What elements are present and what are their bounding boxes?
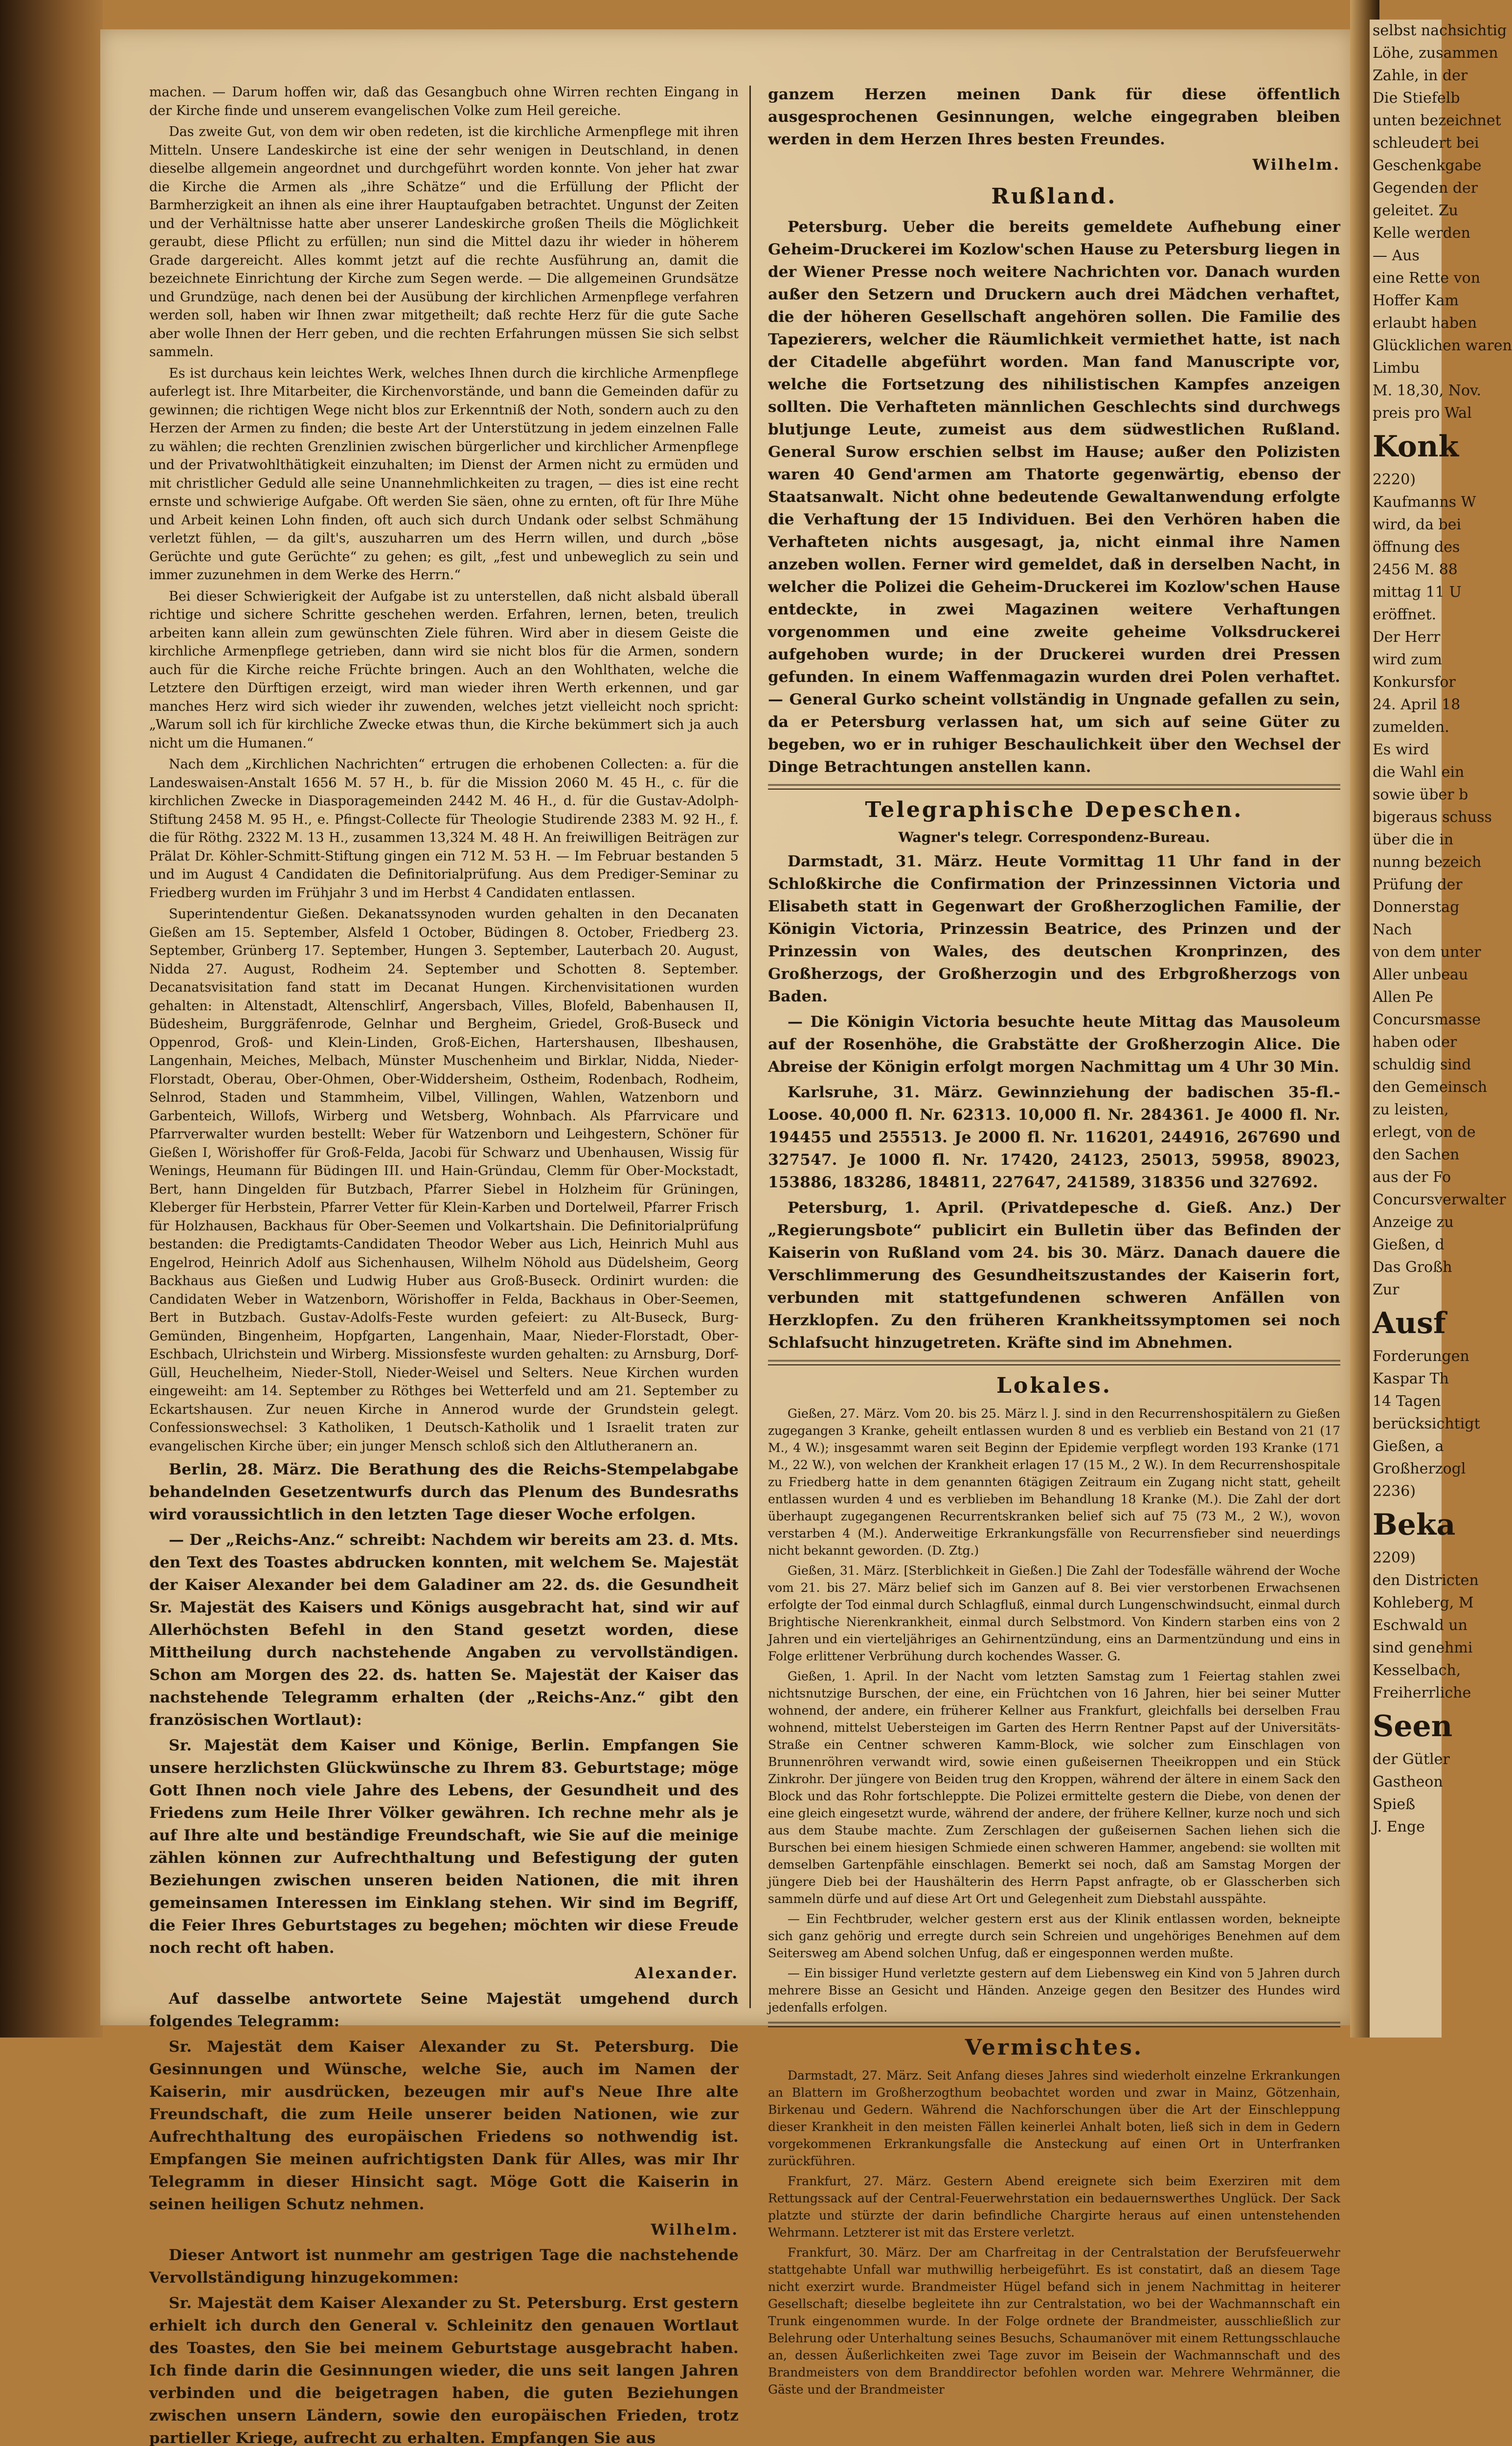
paragraph-berlin: Berlin, 28. März. Die Berathung des die Reichs-Stempelabgabe behandelnden Gesetzentwurfs durch das Plenum des Bundesraths wird voraussichtlich in den letzten Tage dieser Woche erfolgen. [149, 1461, 739, 1523]
paragraph-darmstadt-blattern: Darmstadt, 27. März. Seit Anfang dieses Jahres sind wiederholt einzelne Erkrankungen an Blattern im Großherzogthum beobachtet worden und zwar in Mainz, Götzenhain, Birkenau und Gedern. Während die Nachforschungen über die Art der Einschleppung dieser Krankheit in den meisten Fällen keinerlei Anhalt boten, ließ sich in dem in Gedern vorgekommenen Erkrankungsfalle die Ansteckung auf einen Ort in Unterfranken zurückführen. [768, 2068, 1340, 2168]
paragraph-telegram-closing: Sr. Majestät dem Kaiser Alexander zu St. Petersburg. Erst gestern erhielt ich durch den General v. Schleinitz den genauen Wortlaut des Toastes, den Sie bei meinem Geburtstage ausgebracht haben. Ich finde darin die Gesinnungen wieder, die uns seit langen Jahren verbinden und die beigetragen haben, die guten Beziehungen zwischen unsern Ländern, sowie den europäischen Frieden, trotz partieller Kriege, aufrecht zu erhalten. Empfangen Sie aus [149, 2294, 739, 2446]
paragraph-collecten: Nach dem „Kirchlichen Nachrichten“ ertrugen die erhobenen Collecten: a. für die Landeswaisen-Anstalt 1656 M. 57 H., b. für die Mission 2060 M. 45 H., c. für die kirchlichen Zwecke in Diasporagemeinden 2442 M. 46 H., d. für die Gustav-Adolph-Stiftung 2458 M. 95 H., e. Pfingst-Collecte für Theologie Studirende 2383 M. 92 H., f. die für Röthg. 2322 M. 13 H., zusammen 13,324 M. 48 H. An freiwilligen Beiträgen zur Prälat Dr. Köhler-Schmitt-Stiftung gingen ein 712 M. 53 H. — Im Februar bestanden 5 und im August 4 Candidaten die Definitorialprüfung. Aus dem Prediger-Seminar zu Friedberg wurden im Frühjahr 3 und im Herbst 4 Candidaten entlassen. [149, 757, 739, 901]
neighbor-fragment: aus der Fo [1373, 1169, 1451, 1186]
left-column [149, 83, 739, 2446]
paragraph-gesangbuch: machen. — Darum hoffen wir, daß das Gesangbuch ohne Wirren rechten Eingang in der Kirche finde und unserem evangelischen Volke zum Heil gereiche. [149, 85, 739, 118]
neighbor-fragment: 24. April 18 [1373, 696, 1461, 713]
neighbor-fragment: den Sachen [1373, 1146, 1460, 1163]
neighbor-fragment: Spieß [1373, 1796, 1416, 1813]
signature-wilhelm-right: Wilhelm. [1252, 156, 1340, 174]
neighbor-fragment: Großherzogl [1373, 1460, 1466, 1477]
neighbor-fragment: J. Enge [1373, 1818, 1425, 1835]
neighbor-fragment: Gießen, d [1373, 1236, 1444, 1253]
paragraph-hund: — Ein bissiger Hund verletzte gestern auf dem Liebensweg ein Kind von 5 Jahren durch mehrere Bisse an Gesicht und Händen. Anzeige gegen den Besitzer des Hundes wird jedenfalls erfolgen. [768, 1966, 1340, 2015]
paragraph-opening: ganzem Herzen meinen Dank für diese öffentlich ausgesprochenen Gesinnungen, welche eingegraben bleiben werden in dem Herzen Ihres besten Freundes. [768, 86, 1340, 148]
neighbor-fragment: haben oder [1373, 1034, 1457, 1051]
neighbor-fragment: Nach [1373, 921, 1412, 938]
neighbor-fragment: Seen [1373, 1709, 1453, 1744]
paragraph-darmstadt-confirmation: Darmstadt, 31. März. Heute Vormittag 11 Uhr fand in der Schloßkirche die Confirmation der Prinzessinnen Victoria und Elisabeth statt in Gegenwart der Großherzoglichen Familie, der Königin Victoria, Prinzessin Beatrice, des Prinzen und der Prinzessin von Wales, des deutschen Kronprinzen, des Großherzogs, der Großherzogin und des Erbgroßherzogs von Baden. [768, 853, 1340, 1005]
paragraph-giessen-sterblichkeit: Gießen, 31. März. [Sterblichkeit in Gießen.] Die Zahl der Todesfälle während der Woche vom 21. bis 27. März belief sich im Ganzen auf 8. Bei vier verstorbenen Erwachsenen erfolgte der Tod einmal durch Schlagfluß, einmal durch Lungenschwindsucht, einmal durch Brightische Nierenkrankheit, einmal durch Selbstmord. Von Kindern starben eins von 2 Jahren und ein vierteljähriges an Gehirnentzündung, eins an Darmentzündung und eins in Folge erlittener Verbrühung durch kochendes Wasser. G. [768, 1563, 1340, 1663]
neighbor-fragment: schleudert bei [1373, 135, 1479, 152]
neighbor-fragment: sowie über b [1373, 786, 1468, 803]
neighbor-fragment: bigeraus schuss [1373, 809, 1492, 826]
right-column [768, 83, 1340, 2401]
neighbor-fragment: den Gemeinsch [1373, 1079, 1488, 1096]
neighbor-fragment: Beka [1373, 1508, 1456, 1542]
section-subheading-wagner: Wagner's telegr. Correspondenz-Bureau. [898, 829, 1210, 845]
neighbor-fragment: Der Herr [1373, 629, 1441, 646]
neighbor-fragment: Kelle werden [1373, 225, 1470, 242]
neighbor-fragment: den Districten [1373, 1572, 1479, 1589]
paragraph-frankfurt-rettungssack: Frankfurt, 27. März. Gestern Abend ereignete sich beim Exerziren mit dem Rettungssack auf der Central-Feuerwehrstation ein bedauernswerthes Unglück. Der Sack platzte und stürzte der darin befindliche Chargirte heraus auf einen untenstehenden Wehrmann. Letzterer ist mit das Erstere verletzt. [768, 2174, 1340, 2240]
neighbor-fragment: eine Rette von [1373, 270, 1481, 287]
neighbor-fragment: zu leisten, [1373, 1101, 1449, 1118]
neighbor-fragment: Konk [1373, 430, 1459, 464]
neighbor-fragment: Löhe, zusammen [1373, 45, 1498, 62]
neighbor-fragment: Hoffer Kam [1373, 292, 1459, 309]
section-heading-lokales: Lokales. [996, 1373, 1112, 1398]
neighbor-fragment: Eschwald un [1373, 1617, 1467, 1634]
neighbor-fragment: sind genehmi [1373, 1639, 1473, 1656]
paragraph-armenpflege: Das zweite Gut, von dem wir oben redeten, ist die kirchliche Armenpflege mit ihren Mitteln. Unsere Landeskirche ist eine der sehr wenigen in Deutschland, in denen dieselbe allgemein angeordnet und durchgeführt worden konnte. Von jeher hat zwar die Kirche die Armen als „ihre Schätze“ und die Erfüllung der Pflicht der Barmherzigkeit an ihnen als eine ihrer Hauptaufgaben betrachtet. Ungunst der Zeiten und der Verhältnisse hatte aber unserer Landeskirche großen Theils die Möglichkeit geraubt, diese Pflicht zu erfüllen; nun sind die Mittel dazu ihr wieder in höherem Grade dargereicht. Alles kommt jetzt auf die rechte Ausführung an, damit die bezeichnete Einrichtung der Kirche zum Segen werde. — Die allgemeinen Grundsätze und Grundzüge, nach denen bei der Ausübung der kirchlichen Armenpflege verfahren werden soll, haben wir Ihnen zwar mitgetheilt; daß rechte Herz für die gute Sache aber wolle Ihnen der Herr geben, und die rechten Erfahrungen müssen Sie sich selbst sammeln. [149, 124, 739, 360]
neighbor-fragment: mittag 11 U [1373, 584, 1462, 601]
paragraph-schwierigkeit: Bei dieser Schwierigkeit der Aufgabe ist zu unterstellen, daß nicht alsbald überall richtige und sichere Schritte geschehen werden. Erfahren, lernen, beten, treulich arbeiten kann allein zum gewünschten Ziele führen. Wird aber in diesem Geiste die kirchliche Armenpflege getrieben, dann wird sie nicht blos für die Armen, sondern auch für die Kirche reiche Früchte bringen. Auch an den Wohlthaten, welche die Letztere den Dürftigen erzeigt, wird man wieder ihren Werth erkennen, und gar manches Herz wird sich wieder ihr zuwenden, welches jetzt vielleicht noch spricht: „Warum soll ich für kirchliche Zwecke etwas thun, die Kirche bekümmert sich ja auch nicht um die Humanen.“ [149, 589, 739, 751]
neighbor-fragment: wird zum [1373, 651, 1442, 668]
paragraph-fechtbruder: — Ein Fechtbruder, welcher gestern erst aus der Klinik entlassen worden, bekneipte sich ganz gehörig und erregte durch sein Schreien und ungehöriges Benehmen auf dem Seitersweg am Abend solchen Unfug, daß er eingesponnen werden mußte. [768, 1912, 1340, 1960]
neighbor-fragment: Es wird [1373, 741, 1429, 758]
neighbor-fragment: Concursmasse [1373, 1011, 1481, 1028]
signature-wilhelm: Wilhelm. [651, 2221, 739, 2239]
section-rule [768, 1360, 1340, 1365]
book-binding-left [0, 0, 103, 2038]
neighbor-fragment: Das Großh [1373, 1259, 1452, 1276]
paragraph-telegram-kaiser: Sr. Majestät dem Kaiser und Könige, Berlin. Empfangen Sie unsere herzlichsten Glückwünsche zu Ihrem 83. Geburtstage; möge Gott Ihnen noch viele Jahre des Lebens, der Gesundheit und des Friedens zum Heile Ihrer Völker gewähren. Ich rechne mehr als je auf Ihre alte und beständige Freundschaft, wie Sie auf die meinige zählen können zur Aufrechthaltung und Befestigung der guten Beziehungen zwischen unseren beiden Nationen, die mit ihren gemeinsamen Interessen im Einklang stehen. Wir sind im Begriff, die Feier Ihres Geburtstages zu begehen; möchten wir diese Freude noch recht oft haben. [149, 1737, 739, 1957]
neighbor-fragment: zumelden. [1373, 719, 1449, 736]
neighbor-fragment: preis pro Wal [1373, 405, 1472, 422]
paragraph-antwort: Auf dasselbe antwortete Seine Majestät umgehend durch folgendes Telegramm: [149, 1990, 739, 2030]
neighbor-fragment: erlegt, von de [1373, 1124, 1476, 1141]
neighbor-fragment: M. 18,30, Nov. [1373, 382, 1481, 399]
neighbor-fragment: Die Stiefelb [1373, 90, 1460, 107]
section-heading-vermischtes: Vermischtes. [965, 2035, 1144, 2060]
neighbor-fragment: Donnerstag [1373, 899, 1460, 916]
neighbor-fragment: 2456 M. 88 [1373, 561, 1458, 578]
neighbor-fragment: berücksichtigt [1373, 1415, 1480, 1432]
neighbor-fragment: Aller unbeau [1373, 966, 1468, 983]
neighbor-fragment: Anzeige zu [1373, 1214, 1454, 1231]
neighbor-page-fragment [1370, 20, 1512, 2038]
neighbor-fragment: Gießen, a [1373, 1438, 1444, 1455]
neighbor-fragment: — Aus [1373, 247, 1420, 264]
neighbor-fragment: 2209) [1373, 1549, 1416, 1566]
section-heading-telegraphische-depeschen: Telegraphische Depeschen. [865, 797, 1243, 822]
neighbor-fragment: Limbu [1373, 360, 1420, 377]
section-rule [768, 784, 1340, 790]
neighbor-fragment: Geschenkgabe [1373, 157, 1482, 174]
neighbor-fragment: über die in [1373, 831, 1454, 848]
neighbor-fragment: unten bezeichnet [1373, 112, 1501, 129]
neighbor-fragment: die Wahl ein [1373, 764, 1465, 781]
neighbor-fragment: Allen Pe [1373, 989, 1434, 1006]
neighbor-fragment: erlaubt haben [1373, 315, 1477, 332]
neighbor-fragment: Kesselbach, [1373, 1662, 1461, 1679]
paragraph-aufgabe: Es ist durchaus kein leichtes Werk, welches Ihnen durch die kirchliche Armenpflege auferlegt ist. Ihre Mitarbeiter, die Kirchenvorstände, und bann die Gemeinden dafür zu gewinnen; die richtigen Wege nicht blos zur Erkenntniß der Noth, sondern auch zu den Herzen der Armen zu finden; die beste Art der Unterstützung in jedem einzelnen Falle zu wählen; die rechten Grenzlinien zwischen bürgerlicher und kirchlicher Armenpflege und der Privatwohlthätigkeit einzuhalten; im Dienst der Armen nicht zu ermüden und mit christlicher Geduld alle seine Unannehmlichkeiten zu tragen, — dies ist eine recht ernste und schwierige Aufgabe. Oft werden Sie säen, ohne zu ernten, oft für Ihre Mühe und Arbeit keinen Lohn finden, oft auch sich durch Undank oder selbst Schmähung verletzt fühlen, — da gilt's, auszuharren um des Herrn willen, und durch „böse Gerüchte und gute Gerüchte“ zu gehen; es gilt, „fest und unbeweglich zu sein und immer zuzunehmen in dem Werke des Herrn.“ [149, 365, 739, 583]
paragraph-koenigin-victoria: — Die Königin Victoria besuchte heute Mittag das Mausoleum auf der Rosenhöhe, die Grabstätte der Großherzogin Alice. Die Abreise der Königin erfolgt morgen Nachmittag um 4 Uhr 30 Min. [768, 1013, 1340, 1076]
paragraph-frankfurt-feuerwehr: Frankfurt, 30. März. Der am Charfreitag in der Centralstation der Berufsfeuerwehr stattgehabte Unfall war muthwillig herbeigeführt. Es ist constatirt, daß an diesem Tage nicht exerzirt wurde. Brandmeister Hügel befand sich in jenem Nachmittag in heiterer Gesellschaft; dieselbe begleitete ihn zur Centralstation, wo bei der Wachmannschaft ein Trunk eingenommen wurde. In der Folge ordnete der Brandmeister, ausschließlich zur Belehrung oder Unterhaltung seines Besuchs, Schaumanöver mit einem Rettungsschlauche an, dessen Äußerlichkeiten zwei Tage zuvor im Beisein der Wachmannschaft und des Brandmeisters von dem Branddirector befohlen worden war. Mehrere Wehrmänner, die Gäste und der Brandmeister [768, 2245, 1340, 2397]
neighbor-fragment: 2220) [1373, 471, 1416, 488]
neighbor-fragment: schuldig sind [1373, 1056, 1471, 1073]
paragraph-petersburg-druckerei: Petersburg. Ueber die bereits gemeldete Aufhebung einer Geheim-Druckerei im Kozlow'schen Hause zu Petersburg liegen in der Wiener Presse noch weitere Nachrichten vor. Danach wurden außer den Setzern und Druckern auch drei Mädchen verhaftet, die der höheren Gesellschaft angehören sollen. Die Familie des Tapezierers, welcher die Räumlichkeit vermiethet hatte, ist nach der Citadelle abgeführt worden. Man fand Manuscripte vor, welche die Fortsetzung des nihilistischen Kampfes anzeigen sollten. Die Verhafteten männlichen Geschlechts sind durchwegs blutjunge Leute, zumeist aus dem südwestlichen Rußland. General Surow erschien selbst im Hause; außer den Polizisten waren 40 Gend'armen am Thatorte gegenwärtig, ebenso der Staatsanwalt. Nicht ohne bedeutende Gewaltanwendung erfolgte die Verhaftung der 15 Individuen. Bei den Verhören haben die Verhafteten nichts ausgesagt, ja, nicht einmal ihre Namen anzeben wollen. Ferner wird gemeldet, daß in derselben Nacht, in welcher die Polizei die Geheim-Druckerei im Kozlow'schen Hause entdeckte, in zwei Magazinen weitere Verhaftungen vorgenommen und eine zweite geheime Volksdruckerei aufgehoben wurde; in der Druckerei wurden drei Pressen gefunden. In einem Waffenmagazin wurden drei Polen verhaftet. — General Gurko scheint vollständig in Ungnade gefallen zu sein, da er Petersburg verlassen hat, um sich auf seine Güter zu begeben, wo er in ruhiger Beschaulichkeit über den Wechsel der Dinge Betrachtungen anstellen kann. [768, 218, 1340, 776]
section-rule [768, 2022, 1340, 2027]
neighbor-fragment: nunng bezeich [1373, 854, 1482, 871]
paragraph-giessen-diebstahl: Gießen, 1. April. In der Nacht vom letzten Samstag zum 1 Feiertag stahlen zwei nichtsnutzige Burschen, der eine, ein Früchtchen von 16 Jahren, hier bei seiner Mutter wohnend, der andere, ein früherer Kellner aus Frankfurt, gleichfalls bei derselben Frau wohnend, mittelst Uebersteigen im Garten des Herrn Rentner Papst auf der Universitäts-Straße ein Centner schweren Kamm-Block, wie solcher zum Einschlagen von Brunnenröhren verwandt wird, sowie einen gußeisernen Theeikroppen und ein Stück Zinkrohr. Der jüngere von Beiden trug den Kroppen, während der ältere in einem Sack den Block und das Rohr fortschleppte. Die Polizei ermittelte gestern die Diebe, von denen der eine gleich eingesetzt wurde, während der andere, der frühere Kellner, kurze noch und sich aus dem Staube machte. Zum Zerschlagen der gußeisernen Sachen liehen sich die Burschen bei einem hiesigen Schmiede einen schweren Hammer, angebend: sie wollten mit demselben Gartenpfähle einschlagen. Bemerkt sei noch, daß am Samstag Morgen der jüngere Dieb bei der Haushälterin des Herrn Papst anfragte, ob er Glasscherben sich sammeln dürfe und auf diese Art Ort und Gelegenheit zum Diebstahl ausspähte. [768, 1669, 1340, 1906]
paragraph-superintendentur: Superintendentur Gießen. Dekanatssynoden wurden gehalten in den Decanaten Gießen am 15. September, Alsfeld 1 October, Büdingen 8. October, Friedberg 23. September, Grünberg 17. September, Hungen 3. September, Lauterbach 20. August, Nidda 27. August, Rodheim 24. September und Schotten 8. September. Decanatsvisitation fand statt im Decanat Hungen. Kirchenvisitationen wurden gehalten: in Altenstadt, Altenschlirf, Angersbach, Villes, Blofeld, Babenhausen II, Büdesheim, Burggräfenrode, Gelnhar und Bergheim, Griedel, Groß-Buseck und Oppenrod, Groß- und Klein-Linden, Groß-Eichen, Hartershausen, Ilbeshausen, Langenhain, Meiches, Melbach, Münster Muschenheim und Birklar, Nidda, Nieder-Florstadt, Oberau, Ober-Ohmen, Ober-Widdersheim, Ostheim, Rodenbach, Rodheim, Selnrod, Staden und Stammheim, Vilbel, Villingen, Wahlen, Watzenborn und Garbenteich, Willofs, Wirberg und Wetsberg, Wohnbach. Als Pfarrvicare und Pfarrverwalter wurden bestellt: Weber für Watzenborn und Leihgestern, Schöner für Gießen I, Wörishoffer für Groß-Felda, Jacobi für Schwarz und Ubenhausen, Wissig für Wenings, Heumann für Büdingen III. und Hain-Gründau, Clemm für Ober-Mockstadt, Bert, hann Dingelden für Butzbach, Pfarrer Siebel in Holzheim für Grüningen, Kleberger für Herbstein, Pfarrer Vetter für Klein-Karben und Dortelweil, Pfarrer Frisch für Holzhausen, Backhaus für Ober-Seemen und Volkartshain. Die Definitorialprüfung bestanden: die Predigtamts-Candidaten Theodor Weber aus Lich, Heinrich Muhl aus Engelrod, Heinrich Adolf aus Sichenhausen, Wilhelm Nöhold aus Düdelsheim, Georg Backhaus aus Gießen und Ludwig Huber aus Groß-Buseck. Ordinirt wurden: die Candidaten Weber in Watzenborn, Wörishoffer in Felda, Backhaus in Ober-Seemen, Bert in Butzbach. Gustav-Adolfs-Feste wurden gefeiert: zu Alt-Buseck, Burg-Gemünden, Bingenheim, Hopfgarten, Langenhain, Maar, Nieder-Florstadt, Ober-Eschbach, Ulrichstein und Wirberg. Missionsfeste wurden gehalten: zu Arnsburg, Dorf-Güll, Heuchelheim, Nieder-Stoll, Nieder-Weisel und Selters. Neue Kirchen wurden eingeweiht: am 14. September zu Röthges bei Wetterfeld und am 21. September zu Eckartshausen. Zur neuen Kirche in Annerod wurde der Grundstein gelegt. Confessionswechsel: 3 Katholiken, 1 Deutsch-Katholik und 1 Israelit traten zur evangelischen Kirche über; ein junger Mensch schloß sich den Altlutheranern an. [149, 906, 739, 1454]
neighbor-fragment: selbst nachsichtig [1373, 22, 1507, 39]
neighbor-fragment: Prüfung der [1373, 876, 1463, 893]
paragraph-reichs-anz: — Der „Reichs-Anz.“ schreibt: Nachdem wir bereits am 23. d. Mts. den Text des Toastes abdrucken konnten, mit welchem Se. Majestät der Kaiser Alexander bei dem Galadiner am 22. ds. die Gesundheit Sr. Majestät des Kaisers und Königs ausgebracht hat, sind wir auf Allerhöchsten Befehl in den Stand gesetzt worden, diese Mittheilung durch nachstehende Angaben zu vervollständigen. Schon am Morgen des 22. ds. hatten Se. Majestät der Kaiser das nachstehende Telegramm erhalten (der „Reichs-Anz.“ gibt den französischen Wortlaut): [149, 1531, 739, 1729]
neighbor-fragment: der Gütler [1373, 1751, 1450, 1768]
neighbor-fragment: Freiherrliche [1373, 1684, 1471, 1701]
neighbor-fragment: öffnung des [1373, 539, 1460, 556]
neighbor-fragment: von dem unter [1373, 944, 1481, 961]
neighbor-fragment: 14 Tagen [1373, 1393, 1441, 1410]
paragraph-telegram-reply: Sr. Majestät dem Kaiser Alexander zu St. Petersburg. Die Gesinnungen und Wünsche, welche Sie, auch im Namen der Kaiserin, mir ausdrücken, bezeugen mir auf's Neue Ihre alte Freundschaft, die zum Heile unserer beiden Nationen, wie zur Aufrechthaltung des europäischen Friedens so nothwendig ist. Empfangen Sie meinen aufrichtigsten Dank für Alles, was mir Ihr Telegramm in dieser Hinsicht sagt. Möge Gott die Kaiserin in seinen heiligen Schutz nehmen. [149, 2038, 739, 2213]
neighbor-fragment: Forderungen [1373, 1348, 1469, 1365]
neighbor-fragment: Concursverwalter [1373, 1191, 1506, 1208]
neighbor-fragment: Kaufmanns W [1373, 494, 1476, 511]
neighbor-fragment: Zur [1373, 1281, 1399, 1298]
neighbor-fragment: Konkursfor [1373, 674, 1456, 691]
signature-alexander: Alexander. [634, 1965, 739, 1982]
neighbor-fragment: Gastheon [1373, 1773, 1443, 1790]
paragraph-petersburg-bulletin: Petersburg, 1. April. (Privatdepesche d. Gieß. Anz.) Der „Regierungsbote“ publicirt ein Bulletin über das Befinden der Kaiserin von Rußland vom 24. bis 30. März. Danach dauere die Verschlimmerung des Gesundheitszustandes der Kaiserin fort, verbunden mit stattgefundenen schweren Anfällen von Herzklopfen. Zu den früheren Krankheitssymptomen sei noch Schlafsucht hinzugetreten. Kräfte sind im Abnehmen. [768, 1199, 1340, 1352]
neighbor-fragment: Kohleberg, M [1373, 1594, 1474, 1611]
neighbor-fragment: Glücklichen waren [1373, 337, 1512, 354]
neighbor-fragment: wird, da bei [1373, 516, 1462, 533]
neighbor-fragment: geleitet. Zu [1373, 202, 1459, 219]
neighbor-fragment: eröffnet. [1373, 606, 1437, 623]
neighbor-fragment: Zahle, in der [1373, 67, 1468, 84]
neighbor-fragment: Gegenden der [1373, 180, 1478, 197]
neighbor-fragment: Ausf [1373, 1306, 1446, 1340]
neighbor-fragment: 2236) [1373, 1483, 1416, 1500]
section-heading-russland: Rußland. [991, 184, 1117, 209]
column-divider [749, 86, 751, 2008]
paragraph-karlsruhe-loose: Karlsruhe, 31. März. Gewinnziehung der badischen 35-fl.-Loose. 40,000 fl. Nr. 62313. 10,000 fl. Nr. 284361. Je 4000 fl. Nr. 194455 und 255513. Je 2000 fl. Nr. 116201, 244916, 267690 und 327547. Je 1000 fl. Nr. 17420, 24123, 25013, 59958, 89023, 153886, 183286, 184811, 227647, 241589, 318356 und 327692. [768, 1084, 1340, 1191]
paragraph-vervollstaendigung: Dieser Antwort ist nunmehr am gestrigen Tage die nachstehende Vervollständigung hinzugekommen: [149, 2246, 739, 2287]
neighbor-fragment: Kaspar Th [1373, 1370, 1449, 1387]
paragraph-giessen-recurrens: Gießen, 27. März. Vom 20. bis 25. März l. J. sind in den Recurrenshospitälern zu Gießen zugegangen 3 Kranke, geheilt entlassen wurden 8 und es verblieb ein Bestand von 21 (17 M., 4 W.); insgesammt waren seit Beginn der Epidemie verpflegt worden 193 Kranke (171 M., 22 W.), von welchen der Krankheit erlagen 17 (15 M., 2 W.). In dem Recurrenshospitale zu Friedberg hatte in dem genannten 6tägigen Zeitraum ein Zugang nicht statt, geheilt entlassen wurden 4 und es verblieben im Behandlung 18 Kranke (M.). Die Zahl der dort überhaupt zugegangenen Recurrentskranken belief sich auf 75 (73 M., 2 W.), wovon verstarben 4 (M.). Anderweitige Erkrankungsfälle von Recurrensfieber sind neuerdings nicht bekannt geworden. (D. Ztg.) [768, 1406, 1340, 1558]
